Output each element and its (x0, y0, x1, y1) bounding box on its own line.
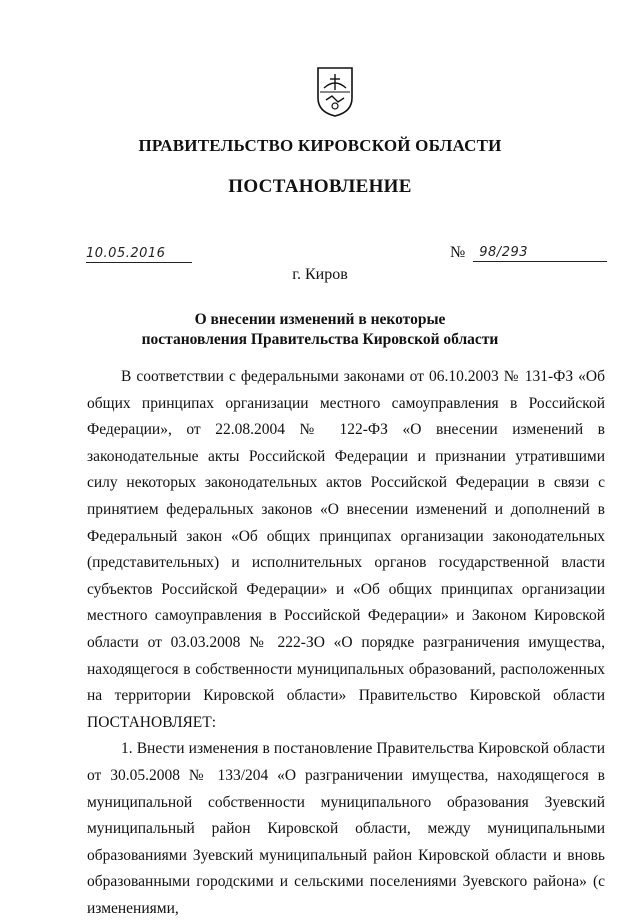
document-title (0, 310, 640, 350)
document-number-block (450, 242, 607, 262)
city-label: г. Киров (292, 266, 348, 283)
title-line-2: постановления Правительства Кировской области (141, 331, 499, 348)
document-date: 10.05.2016 (86, 246, 166, 261)
document-type-title: ПОСТАНОВЛЕНИЕ (228, 176, 412, 197)
preamble-paragraph: В соответствии с федеральными законами от 06.10.2003 № 131-ФЗ «Об общих принципах организации местного самоуправления в Российской Федерации», от 22.08.2004 № 122-ФЗ «О внесении изменений в законодательные акты Российской Федерации и признании утратившими силу некоторых законодательных актов Российской Федерации в связи с принятием федеральных законов «О внесении изменений и дополнений в Федеральный закон «Об общих принципах организации законодательных (представительных) и исполнительных органов государственной власти субъектов Российской Федерации» и «Об общих принципах организации местного самоуправления в Российской Федерации» и Законом Кировской области от 03.03.2008 № 222-ЗО «О порядке разграничения имущества, находящегося в собственности муниципальных образований, расположенных на территории Кировской области» Правительство Кировской области ПОСТАНОВЛЯЕТ: (87, 368, 605, 731)
organization-title: ПРАВИТЕЛЬСТВО КИРОВСКОЙ ОБЛАСТИ (138, 136, 502, 155)
title-line-1: О внесении изменений в некоторые (194, 311, 446, 328)
document-body (87, 364, 605, 922)
coat-of-arms-icon (314, 64, 356, 118)
date-field (86, 244, 192, 263)
item-1-paragraph: 1. Внести изменения в постановление Правительства Кировской области от 30.05.2008 № 133/204 «О разграничении имущества, находящегося в муниципальной собственности муниципального образования Зуевский муниципальный район Кировской области, между муниципальными образованиями Зуевский муниципальный район Кировской области и вновь образованными городскими и сельскими поселениями Зуевского района» (с изменениями, (87, 740, 605, 917)
document-number: 98/293 (479, 245, 529, 260)
number-sign: № (450, 244, 466, 261)
number-field (473, 243, 607, 262)
